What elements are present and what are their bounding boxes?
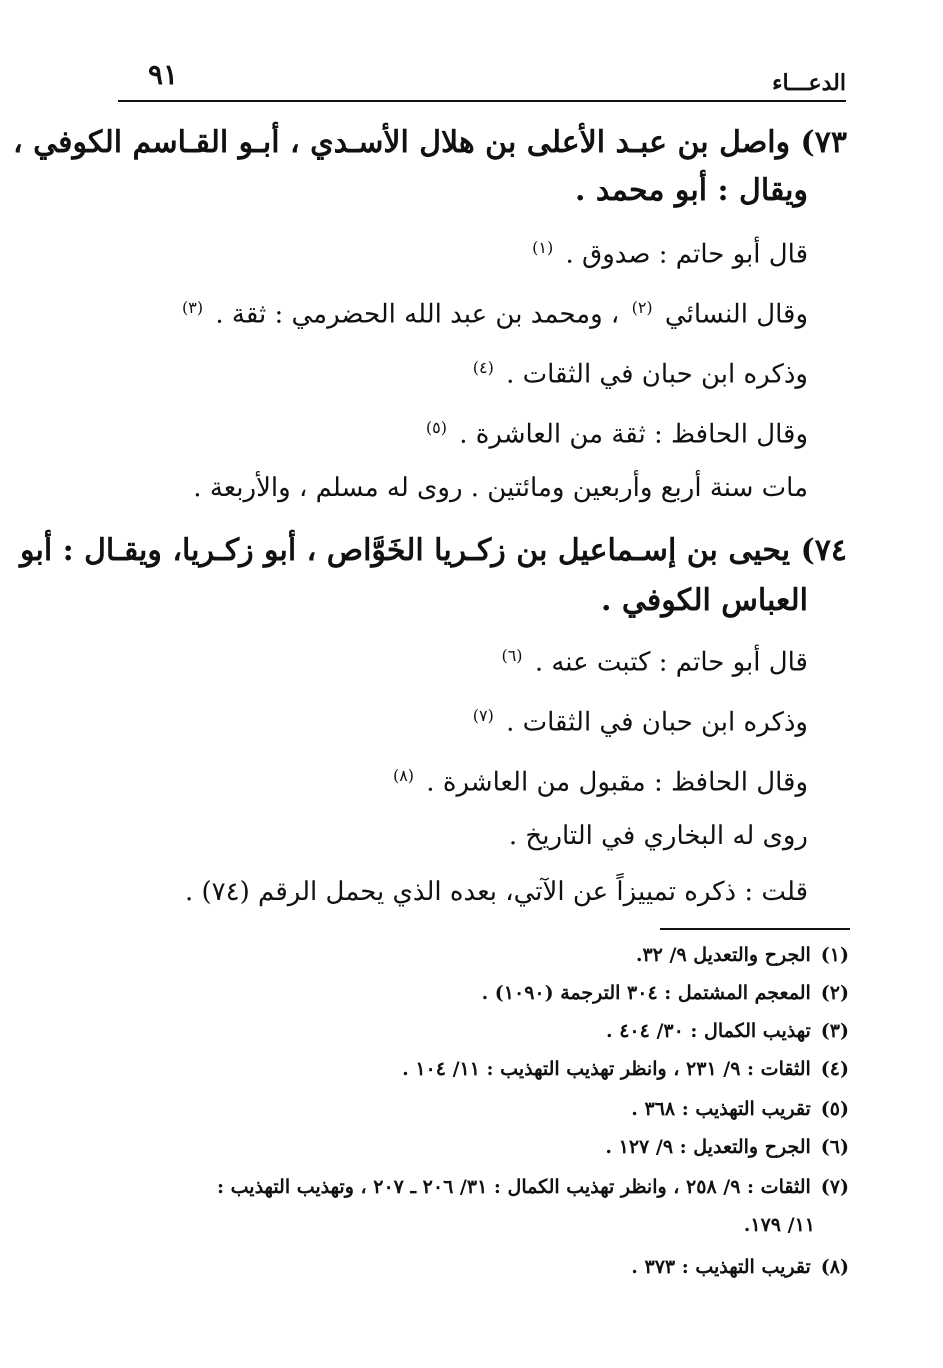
footnote-text: المعجم المشتمل : ٣٠٤ الترجمة (١٠٩٠) . [481, 982, 811, 1004]
entry-74-line-5 [118, 872, 808, 912]
footnote-number: (١) [820, 944, 849, 966]
entry-73-line-2 [118, 288, 808, 335]
line-text: وذكره ابن حبان في الثقات . [506, 359, 808, 390]
footnote-number: (٤) [820, 1058, 849, 1080]
footnote-ref: (٤) [472, 358, 494, 377]
entry-74-line-3 [118, 756, 808, 803]
footnote-text: الجرح والتعديل ٩/ ٣٢. [635, 944, 811, 966]
line-text-continued: ، ومحمد بن عبد الله الحضرمي : ثقة . [215, 299, 620, 330]
entry-73-line-3 [118, 348, 808, 395]
line-text: روى له البخاري في التاريخ . [508, 821, 808, 851]
footnote-1 [109, 940, 849, 970]
footnote-number: (٦) [820, 1136, 849, 1158]
page-header [118, 58, 846, 98]
footnote-text: الثقات : ٩/ ٢٣١ ، وانظر تهذيب التهذيب : ١١/ ١٠٤ . [402, 1058, 811, 1080]
footnote-ref: (٦) [501, 646, 523, 665]
footnote-text: تقريب التهذيب : ٣٦٨ . [631, 1098, 811, 1120]
footnote-number: (٥) [820, 1098, 849, 1120]
entry-73-line-4 [118, 408, 808, 455]
line-text: وقال الحافظ : مقبول من العاشرة . [426, 767, 808, 798]
footnote-ref: (٨) [392, 766, 415, 785]
entry-73-heading-line-1: ٧٣) واصل بن عبـد الأعلى بن هلال الأسـدي ، أبـو القـاسم الكوفي ، [13, 125, 847, 160]
line-text: وقال النسائي [664, 299, 808, 330]
footnote-number: (٣) [820, 1020, 849, 1042]
footnote-ref: (٢) [631, 298, 653, 317]
footnote-text: تهذيب الكمال : ٣٠/ ٤٠٤ . [605, 1020, 811, 1042]
line-text: وذكره ابن حبان في الثقات . [506, 707, 808, 738]
footnote-ref: (٥) [425, 418, 447, 437]
footnote-3 [109, 1016, 849, 1046]
footnote-2 [109, 978, 849, 1008]
entry-74-line-1 [118, 636, 808, 683]
entry-74-line-2 [118, 696, 808, 743]
footnote-ref: (٣) [181, 298, 204, 317]
footnote-number: (٢) [820, 982, 849, 1004]
footnote-7 [109, 1172, 849, 1202]
footnote-5 [109, 1094, 849, 1124]
entry-74-line-4 [118, 816, 808, 856]
footnote-text: ١١/ ١٧٩. [743, 1214, 815, 1236]
entry-73-line-5 [118, 468, 808, 508]
footnote-text: الجرح والتعديل : ٩/ ١٢٧ . [605, 1136, 811, 1158]
footnote-ref: (٧) [472, 706, 494, 725]
line-text: قال أبو حاتم : كتبت عنه . [534, 647, 808, 678]
line-text: مات سنة أربع وأربعين ومائتين . روى له مسلم ، والأربعة . [193, 473, 808, 503]
footnote-ref: (١) [532, 238, 554, 257]
footnote-text: الثقات : ٩/ ٢٥٨ ، وانظر تهذيب الكمال : ٣١/ ٢٠٦ ـ ٢٠٧ ، وتهذيب التهذيب : [217, 1176, 811, 1198]
header-rule [118, 100, 846, 102]
entry-73-heading-line-2: ويقال : أبو محمد . [575, 173, 808, 208]
line-text: وقال الحافظ : ثقة من العاشرة . [459, 419, 808, 450]
footnote-number: (٨) [820, 1256, 849, 1278]
entry-74-heading-line-1: ٧٤) يحيى بن إسـماعيل بن زكـريا الخَوَّاص ، أبو زكـريا، ويقـال : أبو [19, 533, 847, 568]
footnote-number: (٧) [820, 1176, 849, 1198]
entry-73-line-1 [118, 228, 808, 275]
footnote-separator [660, 928, 850, 930]
footnote-8 [109, 1252, 849, 1282]
footnote-7-continuation [75, 1210, 815, 1240]
running-title: الدعـــاء [772, 70, 846, 96]
line-text: قلت : ذكره تمييزاً عن الآتي، بعده الذي يحمل الرقم (٧٤) . [184, 877, 808, 907]
page-number: ٩١ [148, 58, 179, 91]
entry-74-heading-line-2: العباس الكوفي . [601, 583, 808, 618]
footnote-4 [109, 1054, 849, 1084]
footnote-text: تقريب التهذيب : ٣٧٣ . [631, 1256, 811, 1278]
footnote-6 [109, 1132, 849, 1162]
line-text: قال أبو حاتم : صدوق . [565, 239, 808, 270]
